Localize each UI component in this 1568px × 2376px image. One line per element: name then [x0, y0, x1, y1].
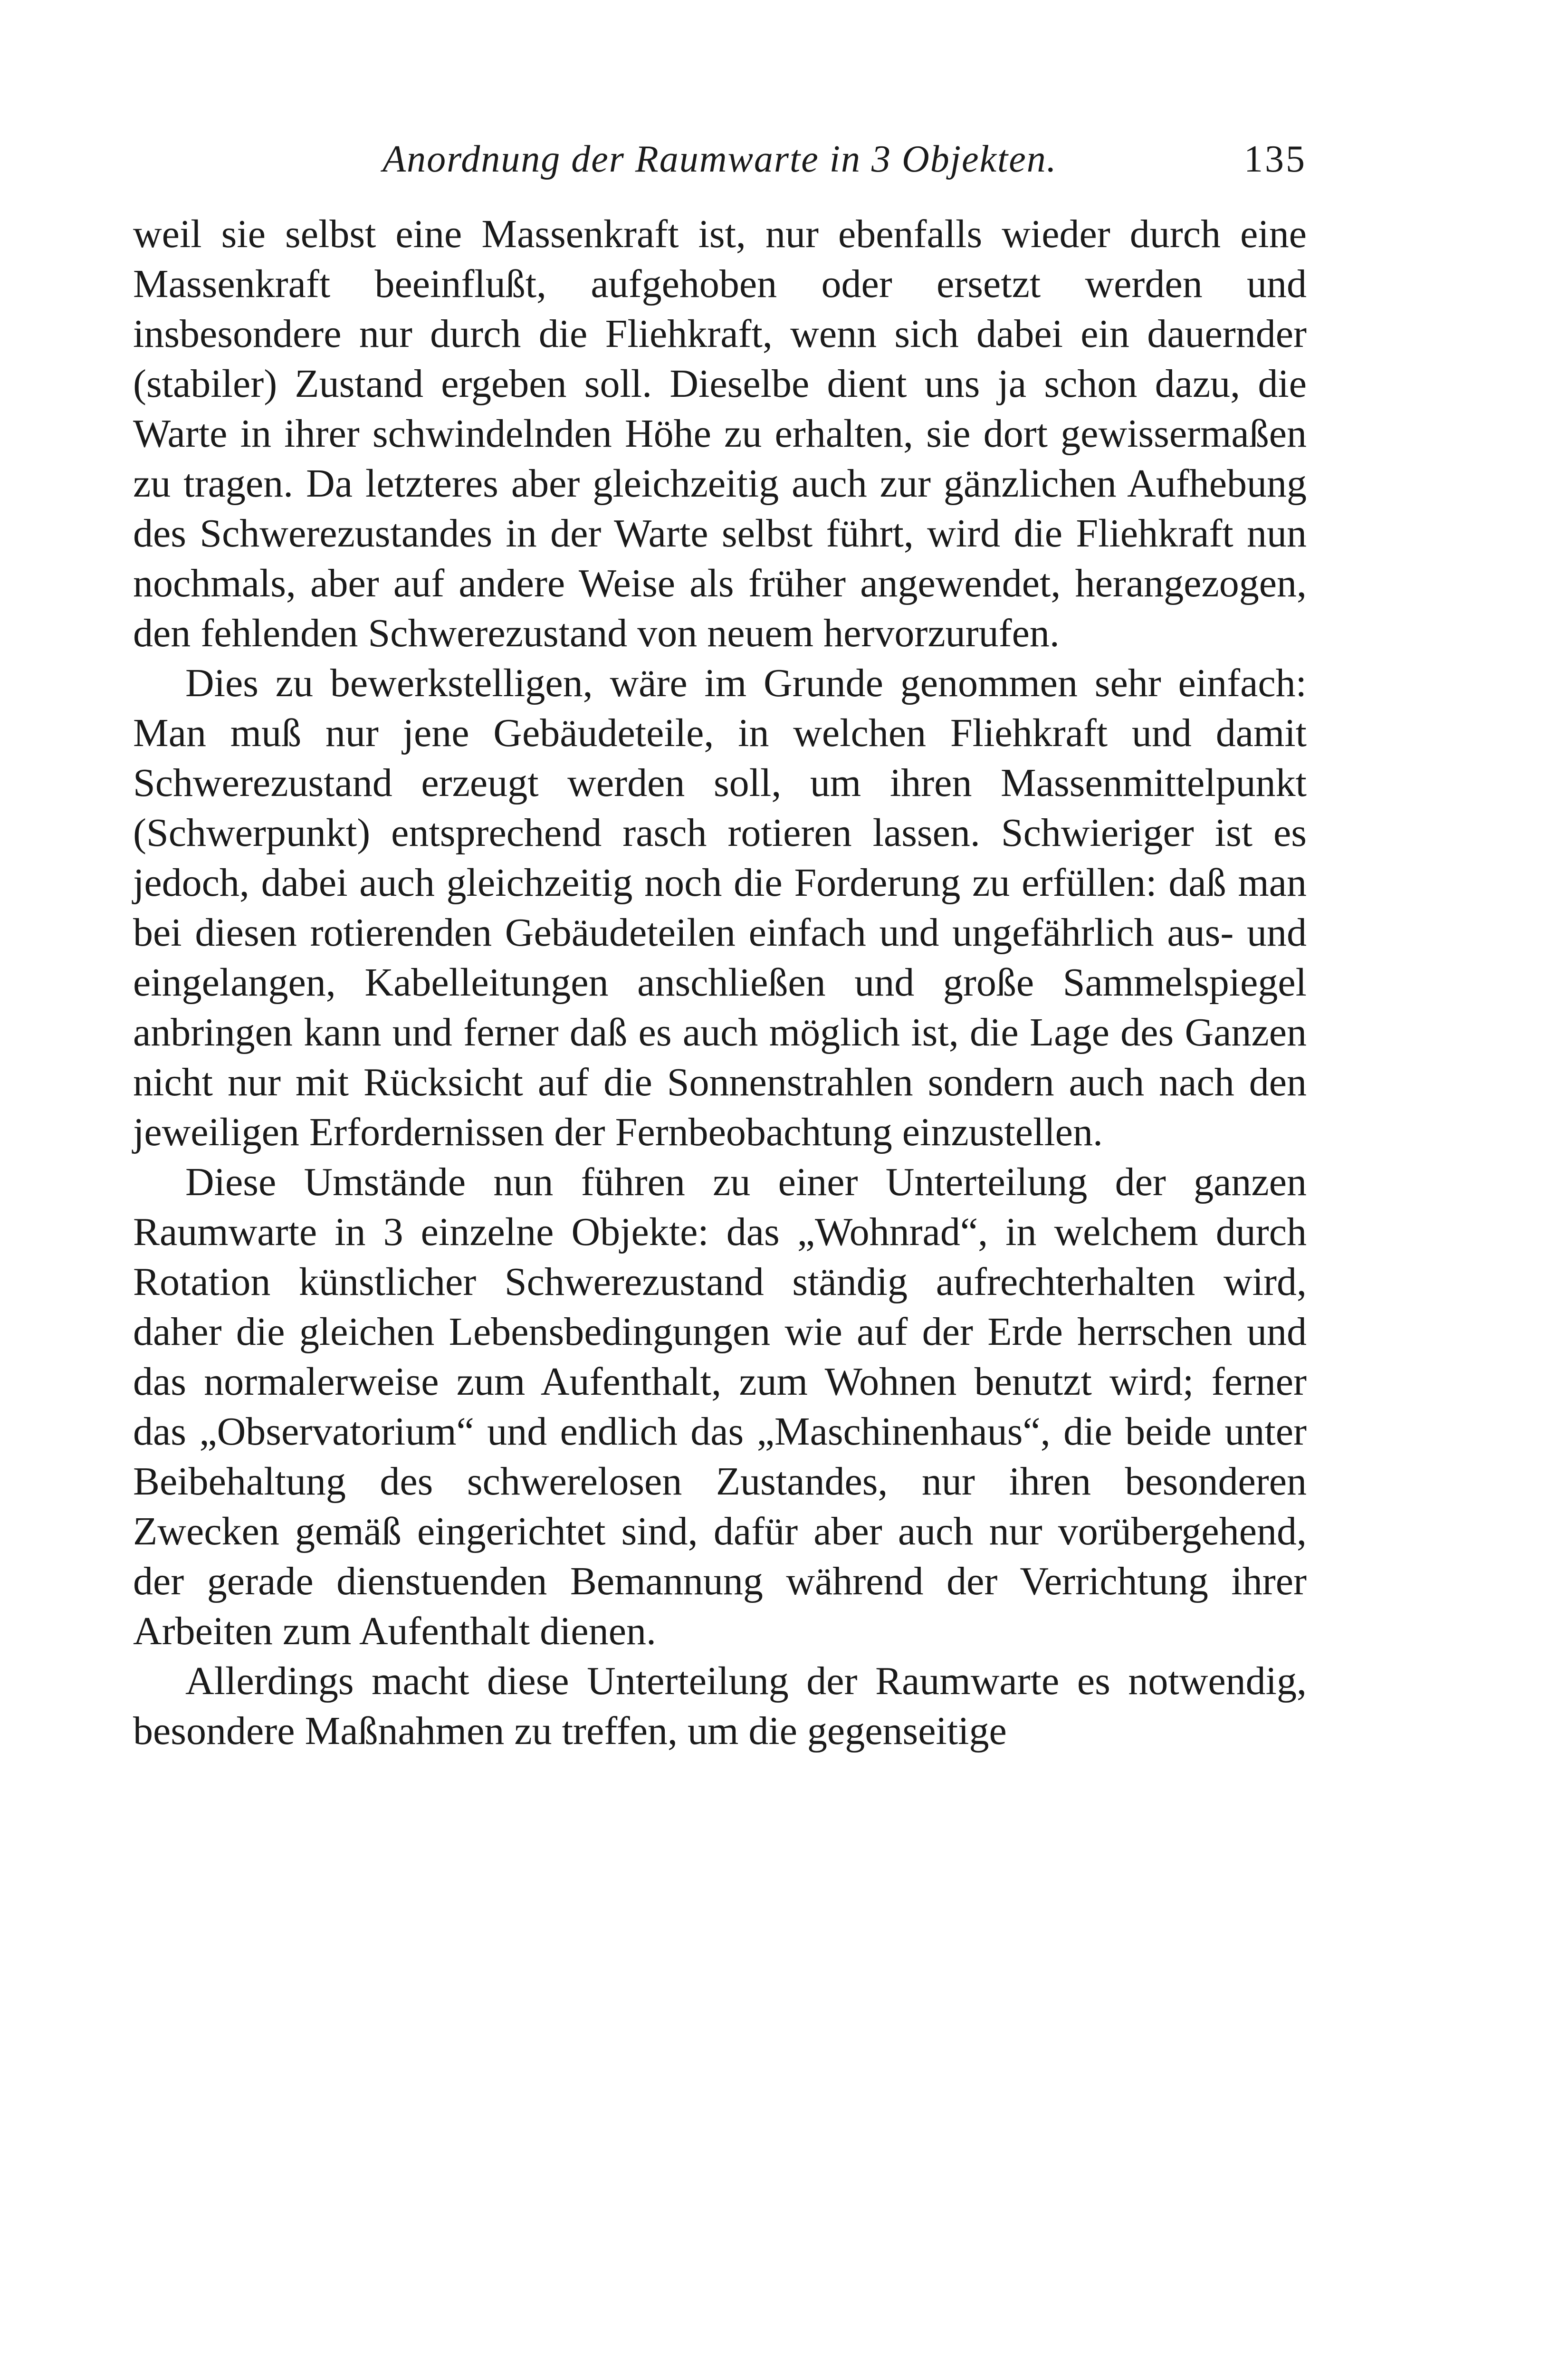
paragraph-massnahmen: Allerdings macht diese Unterteilung der Raumwarte es notwendig, besondere Maßnahmen zu treffen, um die gegenseitige — [133, 1659, 1307, 1753]
running-title: Anordnung der Raumwarte in 3 Objekten. — [382, 138, 1057, 180]
paragraph-unterteilung: Diese Umstände nun führen zu einer Unterteilung der ganzen Raumwarte in 3 einzelne Objekte: das „Wohnrad“, in welchem durch Rotation künstlicher Schwerezustand ständig aufrechterhalten wird, daher die gleichen Lebensbedingungen wie auf der Erde herrschen und das normalerweise zum Aufenthalt, zum Wohnen benutzt wird; ferner das „Observatorium“ und endlich das „Maschinenhaus“, die beide unter Beibehaltung des schwerelosen Zustandes, nur ihren besonderen Zwecken gemäß eingerichtet sind, dafür aber auch nur vorübergehend, der gerade dienstuenden Bemannung während der Verrichtung ihrer Arbeiten zum Aufenthalt dienen. — [133, 1160, 1307, 1653]
paragraph-bewerkstelligen: Dies zu bewerkstelligen, wäre im Grunde genommen sehr einfach: Man muß nur jene Gebäudeteile, in welchen Fliehkraft und damit Schwerezustand erzeugt werden soll, um ihren Massenmittelpunkt (Schwerpunkt) entsprechend rasch rotieren lassen. Schwieriger ist es jedoch, dabei auch gleichzeitig noch die Forderung zu erfüllen: daß man bei diesen rotierenden Gebäudeteilen einfach und ungefährlich aus- und eingelangen, Kabelleitungen anschließen und große Sammelspiegel anbringen kann und ferner daß es auch möglich ist, die Lage des Ganzen nicht nur mit Rücksicht auf die Sonnenstrahlen sondern auch nach den jeweiligen Erfordernissen der Fernbeobachtung einzustellen. — [133, 661, 1307, 1154]
page-number: 135 — [1244, 138, 1307, 180]
body-text — [133, 209, 1307, 1756]
paragraph-continued: weil sie selbst eine Massenkraft ist, nur ebenfalls wieder durch eine Massenkraft beeinflußt, aufgehoben oder ersetzt werden und insbesondere nur durch die Fliehkraft, wenn sich dabei ein dauernder (stabiler) Zustand ergeben soll. Dieselbe dient uns ja schon dazu, die Warte in ihrer schwindelnden Höhe zu erhalten, sie dort gewissermaßen zu tragen. Da letzteres aber gleichzeitig auch zur gänzlichen Aufhebung des Schwerezustandes in der Warte selbst führt, wird die Fliehkraft nun nochmals, aber auf andere Weise als früher angewendet, herangezogen, den fehlenden Schwerezustand von neuem hervorzurufen. — [133, 212, 1307, 655]
running-head — [133, 119, 1307, 185]
